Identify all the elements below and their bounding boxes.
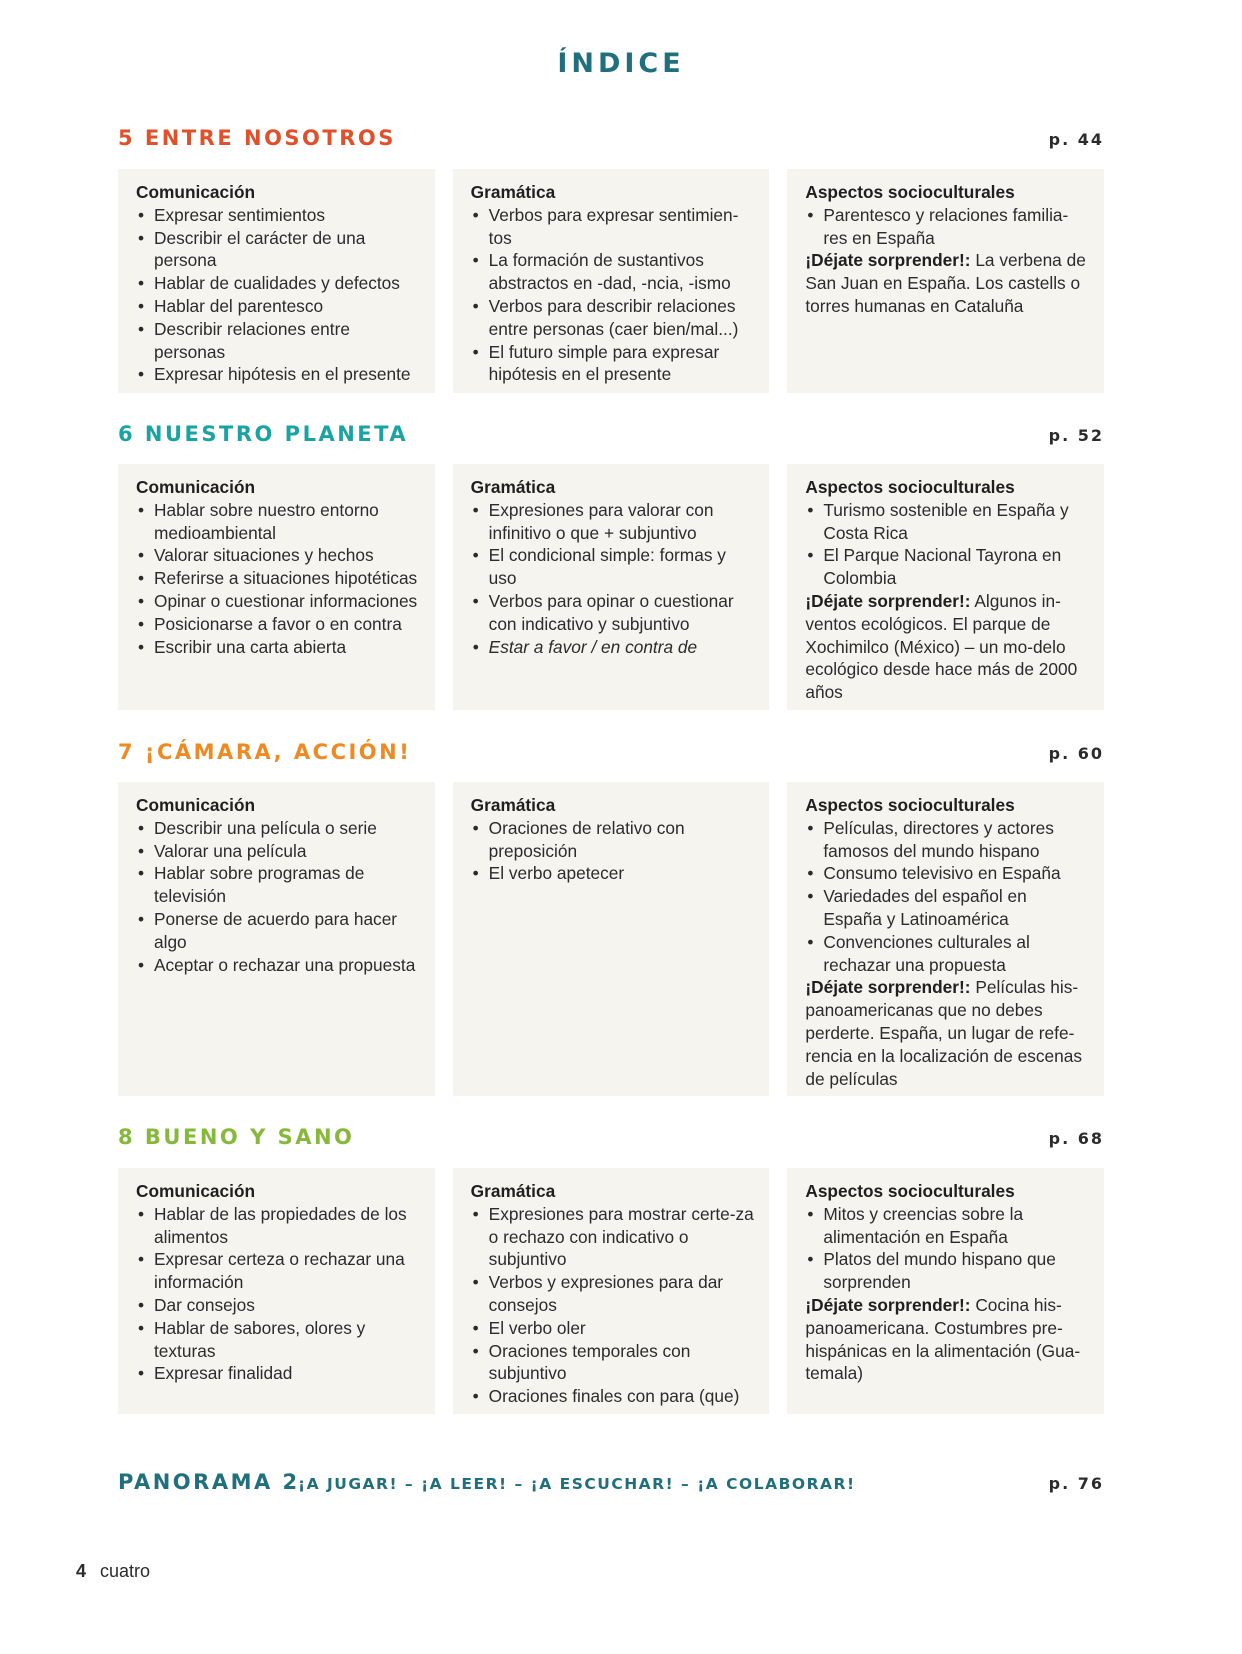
unit-header [118, 422, 1104, 452]
list-item: • Valorar una película [136, 840, 421, 863]
panorama-subtitle: ¡A JUGAR! – ¡A LEER! – ¡A ESCUCHAR! – ¡A COLABORAR! [298, 1475, 856, 1493]
box-heading: Comunicación [136, 1181, 256, 1201]
list-item: • Ponerse de acuerdo para hacer algo [136, 908, 421, 954]
comunicacion-box [118, 169, 435, 393]
list-item: • Películas, directores y actores famosos del mundo hispano [805, 817, 1090, 863]
comunicacion-box [118, 782, 435, 1096]
dejate-text: La verbena de San Juan en España. Los castells o torres humanas en Cataluña [805, 250, 1086, 316]
list-item: • Variedades del español en España y Latinoamérica [805, 885, 1090, 931]
unit-content-row [118, 782, 1104, 1096]
dejate-label: ¡Déjate sorprender!: [805, 977, 971, 998]
box-heading: Comunicación [136, 795, 256, 815]
box-heading: Aspectos socioculturales [805, 1181, 1015, 1201]
unit-title: 6 NUESTRO PLANETA [118, 422, 409, 446]
list-item: • El Parque Nacional Tayrona en Colombia [805, 544, 1090, 590]
gramatica-box [453, 169, 770, 393]
panorama-title: PANORAMA 2 [118, 1470, 300, 1494]
comunicacion-box [118, 1168, 435, 1414]
list-item: • Describir relaciones entre personas [136, 318, 421, 364]
list-item: • El futuro simple para expresar hipótesis en el presente [471, 341, 756, 387]
gramatica-box [453, 464, 770, 710]
unit-title: 7 ¡CÁMARA, ACCIÓN! [118, 740, 412, 764]
list-item: • Parentesco y relaciones familia-res en España [805, 204, 1090, 250]
list-item: • Describir el carácter de una persona [136, 227, 421, 273]
aspectos-box [787, 464, 1104, 710]
box-heading: Gramática [470, 1181, 556, 1201]
list-item: • Convenciones culturales al rechazar una propuesta [805, 931, 1090, 977]
list-item: • Consumo televisivo en España [805, 862, 1090, 885]
box-heading: Comunicación [136, 477, 256, 497]
list-item: • Verbos para opinar o cuestionar con indicativo y subjuntivo [471, 590, 756, 636]
list-item: • Valorar situaciones y hechos [136, 544, 421, 567]
unit-title: 5 ENTRE NOSOTROS [118, 126, 396, 150]
aspectos-box [787, 1168, 1104, 1414]
unit-title: 8 BUENO Y SANO [118, 1125, 355, 1149]
list-item: • Hablar del parentesco [136, 295, 421, 318]
list-item: • Oraciones finales con para (que) [471, 1385, 756, 1408]
box-heading: Gramática [470, 795, 556, 815]
panorama-header [118, 1470, 1104, 1500]
comunicacion-box [118, 464, 435, 710]
list-item: • Aceptar o rechazar una propuesta [136, 954, 421, 977]
list-item: • Expresar certeza o rechazar una información [136, 1248, 421, 1294]
list-item: • Referirse a situaciones hipotéticas [136, 567, 421, 590]
dejate-label: ¡Déjate sorprender!: [805, 590, 971, 611]
list-item: • Escribir una carta abierta [136, 636, 421, 659]
dejate-label: ¡Déjate sorprender!: [805, 1294, 971, 1315]
list-item: • Turismo sostenible en España y Costa Rica [805, 499, 1090, 545]
aspectos-box [787, 782, 1104, 1096]
list-item: • Hablar sobre programas de televisión [136, 862, 421, 908]
box-heading: Comunicación [136, 182, 256, 202]
unit-page-link[interactable]: p. 44 [1048, 130, 1104, 149]
dejate-text: Películas his-panoamericanas que no debes perderte. España, un lugar de refe-rencia en la localización de escenas de películas [805, 977, 1083, 1089]
list-item: • Hablar sobre nuestro entorno medioambiental [136, 499, 421, 545]
page-title: ÍNDICE [557, 48, 685, 79]
list-item: • Hablar de cualidades y defectos [136, 272, 421, 295]
unit-page-link[interactable]: p. 68 [1048, 1129, 1104, 1148]
page-number: 4 [76, 1561, 87, 1581]
box-heading: Gramática [470, 477, 556, 497]
list-item: • Estar a favor / en contra de [471, 636, 756, 659]
list-item: • La formación de sustantivos abstractos en -dad, -ncia, -ismo [471, 249, 756, 295]
list-item: • Verbos para describir relaciones entre personas (caer bien/mal...) [471, 295, 756, 341]
box-heading: Aspectos socioculturales [805, 795, 1015, 815]
aspectos-box [787, 169, 1104, 393]
unit-header [118, 1125, 1104, 1155]
gramatica-box [453, 1168, 770, 1414]
panorama-page-link[interactable]: p. 76 [1048, 1474, 1104, 1493]
unit-content-row [118, 464, 1104, 710]
dejate-label: ¡Déjate sorprender!: [805, 250, 971, 271]
box-heading: Aspectos socioculturales [805, 477, 1015, 497]
box-heading: Gramática [470, 182, 556, 202]
list-item: • Expresar sentimientos [136, 204, 421, 227]
unit-page-link[interactable]: p. 52 [1048, 426, 1104, 445]
list-item: • Hablar de sabores, olores y texturas [136, 1317, 421, 1363]
list-item: • Posicionarse a favor o en contra [136, 613, 421, 636]
list-item: • Expresar finalidad [136, 1362, 421, 1385]
list-item: • El verbo apetecer [471, 862, 756, 885]
list-item: • Verbos para expresar sentimien-tos [471, 204, 756, 250]
page-footer [76, 1561, 150, 1582]
list-item: • Dar consejos [136, 1294, 421, 1317]
unit-content-row [118, 1168, 1104, 1414]
list-item: • Expresiones para mostrar certe-za o rechazo con indicativo o subjuntivo [471, 1203, 756, 1271]
box-heading: Aspectos socioculturales [805, 182, 1015, 202]
list-item: • Hablar de las propiedades de los alimentos [136, 1203, 421, 1249]
dejate-text: Cocina his-panoamericana. Costumbres pre-hispánicas en la alimentación (Gua-temala) [805, 1294, 1081, 1384]
unit-content-row [118, 169, 1104, 393]
list-item: • Describir una película o serie [136, 817, 421, 840]
list-item: • Expresar hipótesis en el presente [136, 363, 421, 386]
list-item: • Oraciones de relativo con preposición [471, 817, 756, 863]
dejate-sorprender [805, 249, 1090, 317]
list-item: • El verbo oler [471, 1317, 756, 1340]
dejate-sorprender [805, 1294, 1090, 1385]
unit-header [118, 740, 1104, 770]
list-item: • El condicional simple: formas y uso [471, 544, 756, 590]
list-item: • Platos del mundo hispano que sorprenden [805, 1248, 1090, 1294]
list-item: • Oraciones temporales con subjuntivo [471, 1340, 756, 1386]
unit-header [118, 126, 1104, 156]
list-item: • Mitos y creencias sobre la alimentación en España [805, 1203, 1090, 1249]
list-item: • Expresiones para valorar con infinitivo o que + subjuntivo [471, 499, 756, 545]
page-number-word: cuatro [100, 1561, 151, 1581]
dejate-text: Algunos in-ventos ecológicos. El parque de Xochimilco (México) – un mo-delo ecológico desde hace más de 2000 años [805, 590, 1078, 703]
unit-page-link[interactable]: p. 60 [1048, 744, 1104, 763]
list-item: • Opinar o cuestionar informaciones [136, 590, 421, 613]
dejate-sorprender [805, 590, 1090, 704]
dejate-sorprender [805, 976, 1090, 1090]
list-item: • Verbos y expresiones para dar consejos [471, 1271, 756, 1317]
gramatica-box [453, 782, 770, 1096]
